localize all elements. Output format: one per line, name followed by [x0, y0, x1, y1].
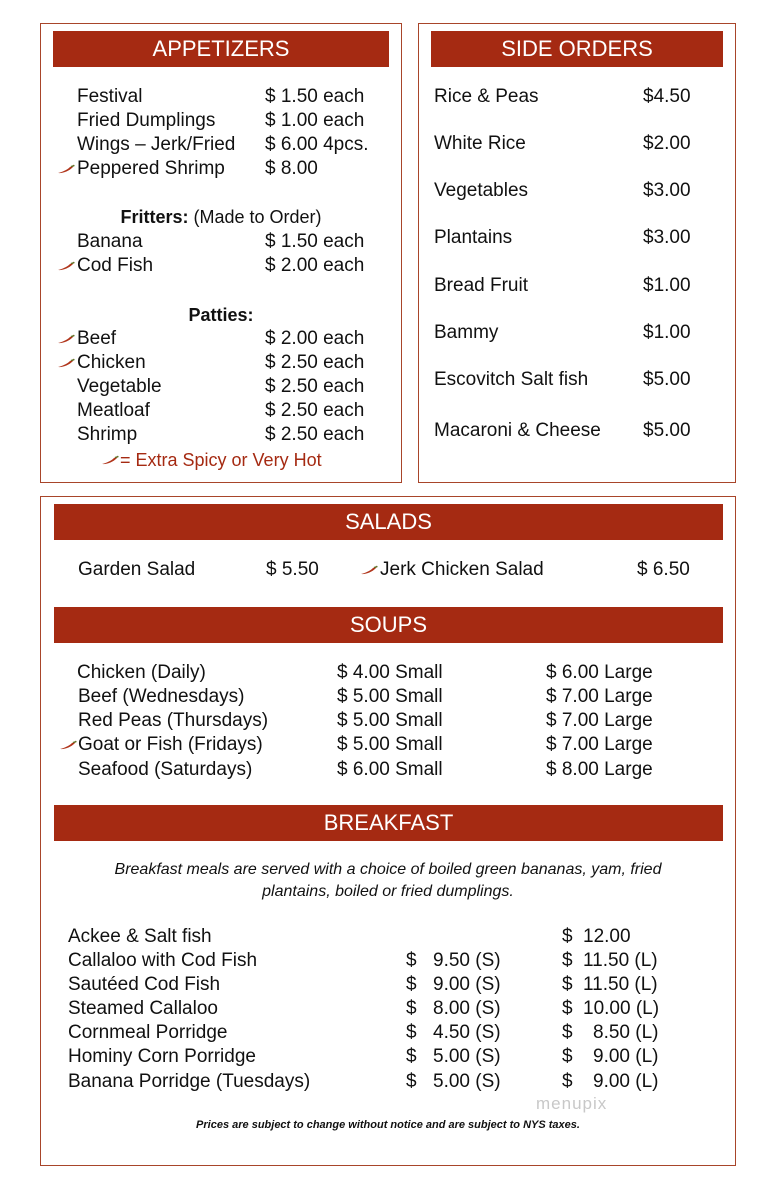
menu-item-price: $ 2.50 each — [265, 376, 365, 397]
appetizers-header: APPETIZERS — [53, 31, 389, 67]
small-dollar: $ — [406, 950, 417, 971]
large-price: 12.00 — [583, 926, 631, 947]
small-price: 4.50 (S) — [433, 1022, 501, 1043]
breakfast-note-line2: plantains, boiled or fried dumplings. — [262, 883, 514, 900]
large-price: 9.00 (L) — [593, 1046, 659, 1067]
menu-item-price: $ 6.00 4pcs. — [265, 134, 369, 155]
menu-item-price: $3.00 — [643, 180, 691, 201]
menu-item-name: Beef — [77, 328, 117, 349]
menu-item-name: Callaloo with Cod Fish — [68, 950, 258, 971]
menu-item-price: $ 2.50 each — [265, 400, 365, 421]
large-dollar: $ — [562, 974, 573, 995]
large-price: 11.50 (L) — [583, 950, 658, 971]
small-price: $ 6.00 Small — [337, 759, 443, 780]
fritters-heading-sub: (Made to Order) — [193, 207, 322, 227]
small-price: 5.00 (S) — [433, 1071, 501, 1092]
menu-item-price: $ 2.50 each — [265, 352, 365, 373]
menu-item-name: Cod Fish — [77, 255, 154, 276]
menu-item-price: $ 1.50 each — [265, 86, 365, 107]
menu-item-name: Seafood (Saturdays) — [78, 759, 253, 780]
menu-item-price: $5.00 — [643, 420, 691, 441]
menu-item-name: Chicken — [77, 352, 146, 373]
menu-item-price: $1.00 — [643, 322, 691, 343]
menu-item-price: $ 8.00 — [265, 158, 318, 179]
menu-item-name: Escovitch Salt fish — [434, 369, 589, 390]
menu-item-name: Vegetable — [77, 376, 162, 397]
menu-item-name: Goat or Fish (Fridays) — [78, 734, 263, 755]
menu-item-price: $ 1.50 each — [265, 231, 365, 252]
large-price: $ 8.00 Large — [546, 759, 653, 780]
price-disclaimer: Prices are subject to change without notice and are subject to NYS taxes. — [196, 1119, 580, 1131]
menu-item-name: Jerk Chicken Salad — [380, 559, 544, 580]
menu-item-name: White Rice — [434, 133, 526, 154]
large-price: $ 6.00 Large — [546, 662, 653, 683]
pepper-icon — [57, 358, 75, 368]
large-price: $ 7.00 Large — [546, 686, 653, 707]
menu-item-name: Rice & Peas — [434, 86, 539, 107]
side-orders-header: SIDE ORDERS — [431, 31, 723, 67]
large-price: 9.00 (L) — [593, 1071, 659, 1092]
large-dollar: $ — [562, 926, 573, 947]
menu-item-name: Red Peas (Thursdays) — [78, 710, 269, 731]
menu-item-name: Fried Dumplings — [77, 110, 216, 131]
menu-item-price: $1.00 — [643, 275, 691, 296]
small-price: 9.50 (S) — [433, 950, 501, 971]
spicy-legend: = Extra Spicy or Very Hot — [120, 450, 322, 470]
large-dollar: $ — [562, 1071, 573, 1092]
menu-item-name: Chicken (Daily) — [77, 662, 206, 683]
menu-item-price: $ 5.50 — [266, 559, 319, 580]
large-price: 11.50 (L) — [583, 974, 658, 995]
pepper-icon — [360, 565, 378, 575]
fritters-heading — [40, 206, 402, 228]
small-price: 9.00 (S) — [433, 974, 501, 995]
small-dollar: $ — [406, 1071, 417, 1092]
pepper-icon — [57, 261, 75, 271]
menu-item-name: Shrimp — [77, 424, 138, 445]
large-price: 10.00 (L) — [583, 998, 660, 1019]
menu-item-price: $ 6.50 — [637, 559, 690, 580]
small-dollar: $ — [406, 998, 417, 1019]
menu-item-name: Plantains — [434, 227, 513, 248]
menu-item-price: $5.00 — [643, 369, 691, 390]
menu-item-name: Bread Fruit — [434, 275, 528, 296]
salads-header: SALADS — [54, 504, 723, 540]
menu-item-name: Hominy Corn Porridge — [68, 1046, 256, 1067]
large-dollar: $ — [562, 1046, 573, 1067]
menu-item-name: Peppered Shrimp — [77, 158, 225, 179]
menu-item-name: Sautéed Cod Fish — [68, 974, 221, 995]
menu-item-price: $ 1.00 each — [265, 110, 365, 131]
menu-item-price: $ 2.50 each — [265, 424, 365, 445]
menu-item-name: Cornmeal Porridge — [68, 1022, 228, 1043]
menu-item-name: Banana Porridge (Tuesdays) — [68, 1071, 311, 1092]
menu-item-price: $ 2.00 each — [265, 255, 365, 276]
fritters-heading-label: Fritters: — [120, 207, 189, 227]
menu-item-name: Vegetables — [434, 180, 529, 201]
menu-item-name: Macaroni & Cheese — [434, 420, 601, 441]
soups-header: SOUPS — [54, 607, 723, 643]
menu-item-name: Garden Salad — [78, 559, 196, 580]
watermark: menupix — [536, 1094, 608, 1113]
large-dollar: $ — [562, 998, 573, 1019]
pepper-icon — [101, 455, 119, 465]
large-dollar: $ — [562, 950, 573, 971]
small-price: $ 5.00 Small — [337, 734, 443, 755]
menu-item-name: Wings – Jerk/Fried — [77, 134, 236, 155]
large-dollar: $ — [562, 1022, 573, 1043]
menu-item-name: Beef (Wednesdays) — [78, 686, 245, 707]
menu-item-price: $3.00 — [643, 227, 691, 248]
small-price: 8.00 (S) — [433, 998, 501, 1019]
patties-heading: Patties: — [188, 305, 254, 325]
menu-item-name: Banana — [77, 231, 143, 252]
small-dollar: $ — [406, 1046, 417, 1067]
menu-item-name: Steamed Callaloo — [68, 998, 218, 1019]
small-dollar: $ — [406, 1022, 417, 1043]
pepper-icon — [59, 740, 77, 750]
pepper-icon — [57, 164, 75, 174]
large-price: $ 7.00 Large — [546, 734, 653, 755]
large-price: $ 7.00 Large — [546, 710, 653, 731]
menu-item-name: Meatloaf — [77, 400, 150, 421]
menu-item-price: $ 2.00 each — [265, 328, 365, 349]
small-price: $ 5.00 Small — [337, 710, 443, 731]
menu-item-name: Bammy — [434, 322, 499, 343]
menu-item-name: Festival — [77, 86, 143, 107]
menu-item-price: $4.50 — [643, 86, 691, 107]
menu-item-price: $2.00 — [643, 133, 691, 154]
large-price: 8.50 (L) — [593, 1022, 659, 1043]
pepper-icon — [57, 334, 75, 344]
menu-item-name: Ackee & Salt fish — [68, 926, 212, 947]
small-price: $ 4.00 Small — [337, 662, 443, 683]
small-price: 5.00 (S) — [433, 1046, 501, 1067]
breakfast-note-line1: Breakfast meals are served with a choice of boiled green bananas, yam, fried — [114, 861, 662, 878]
breakfast-header: BREAKFAST — [54, 805, 723, 841]
small-dollar: $ — [406, 974, 417, 995]
small-price: $ 5.00 Small — [337, 686, 443, 707]
